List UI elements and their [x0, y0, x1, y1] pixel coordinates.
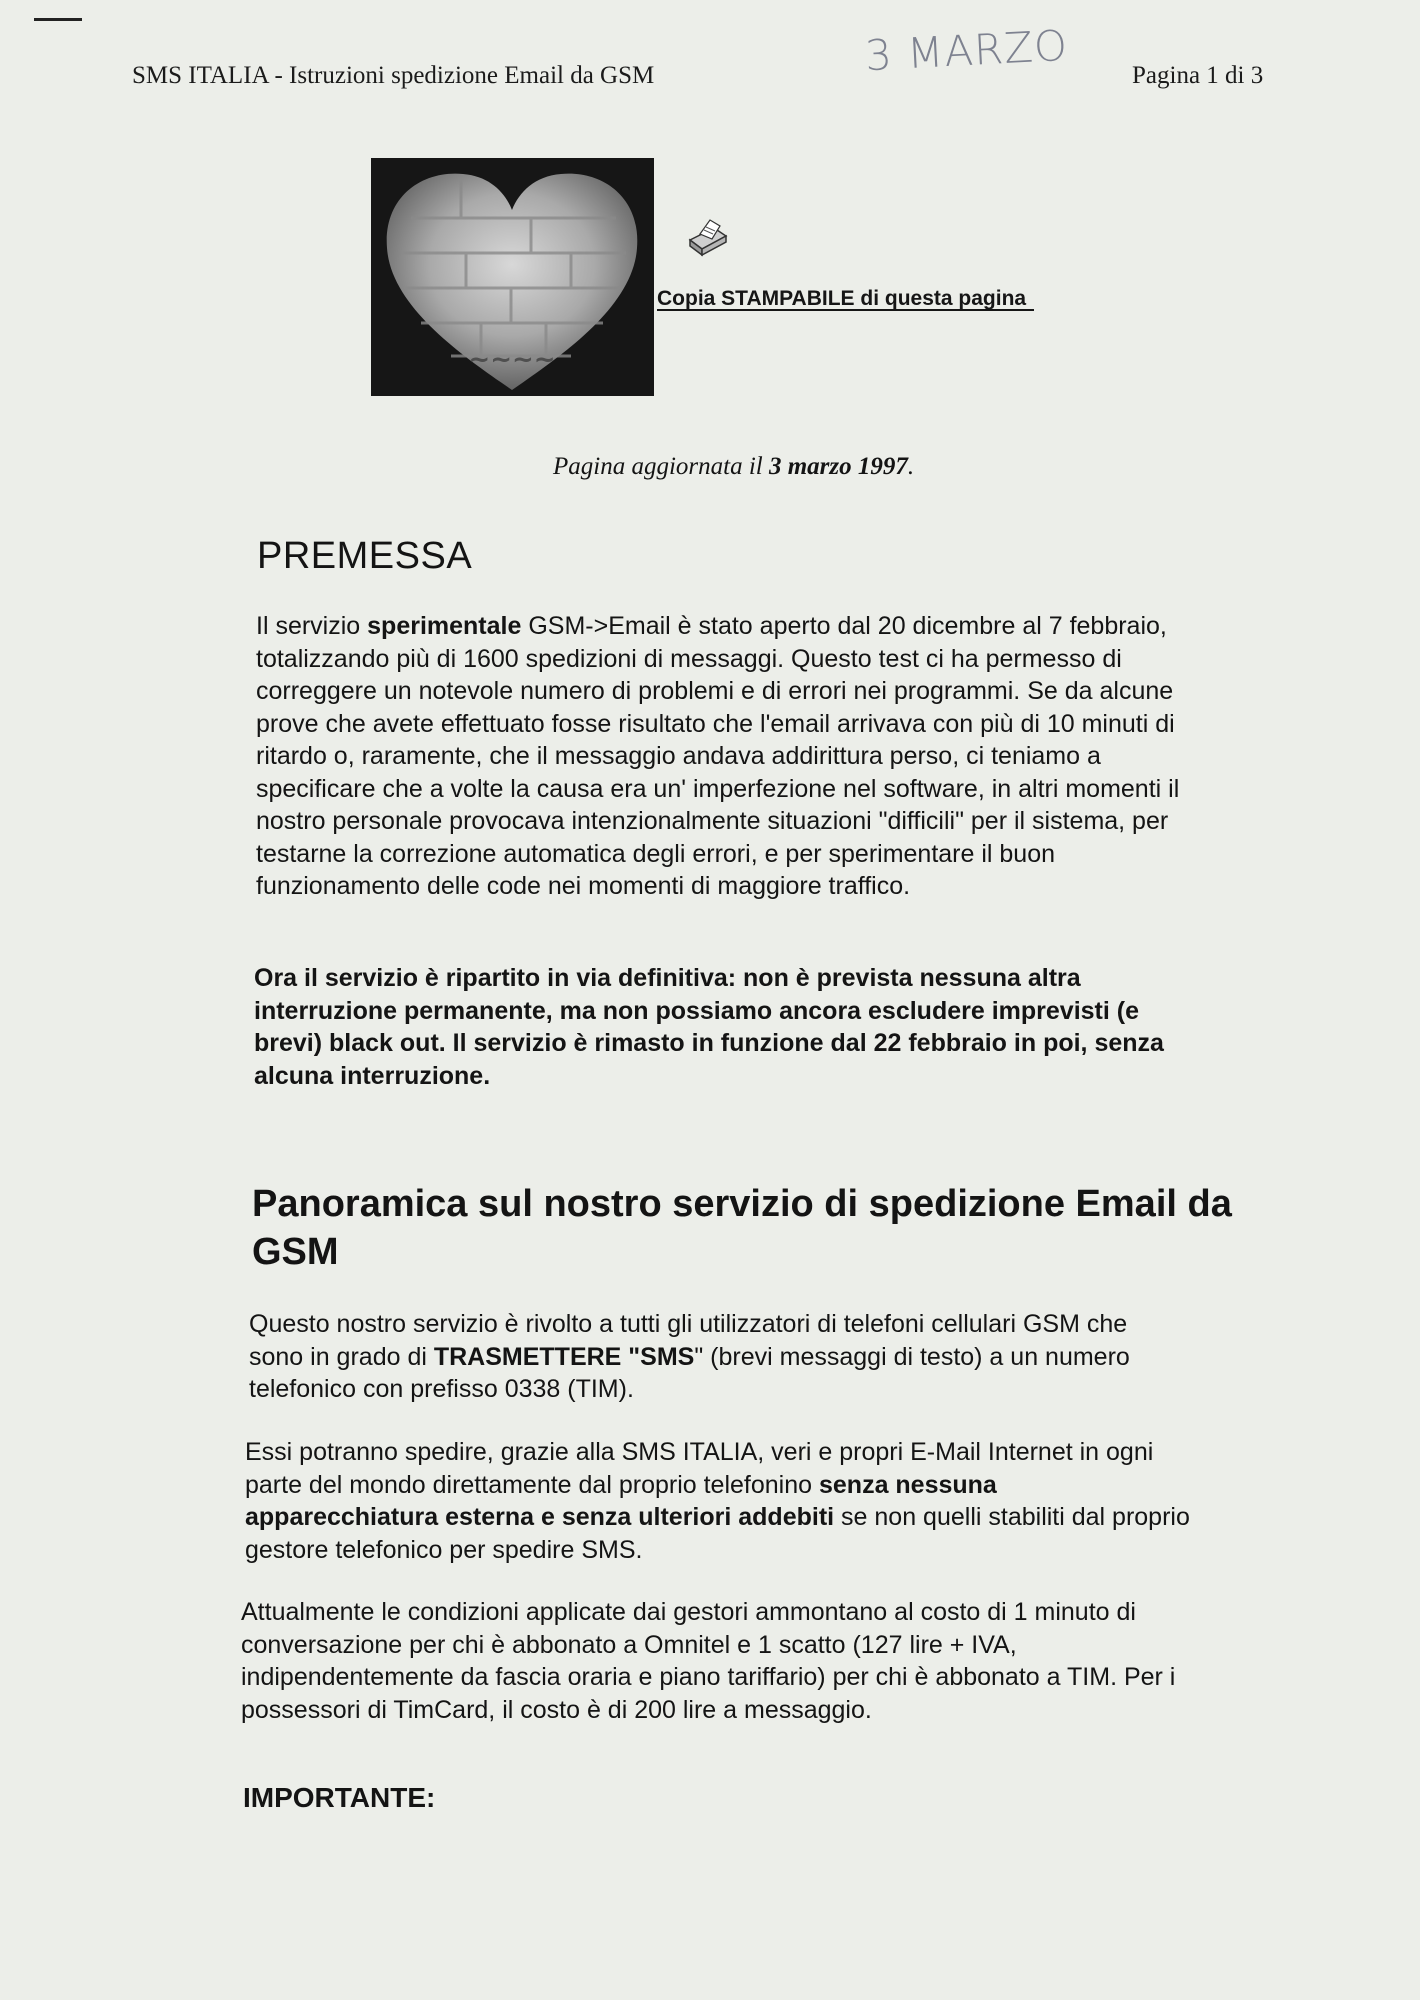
- service-status-paragraph: Ora il servizio è ripartito in via definitiva: non è prevista nessuna altra interruzione permanente, ma non possiamo ancora escludere imprevisti (e brevi) black out. Il servizio è rimasto in funzione dal 22 febbraio in poi, senza alcuna interruzione.: [254, 964, 1164, 1090]
- header-title: SMS ITALIA - Istruzioni spedizione Email da GSM: [132, 62, 655, 89]
- page-number: Pagina 1 di 3: [1132, 62, 1264, 89]
- section-title-premessa: PREMESSA: [257, 535, 473, 577]
- important-heading: IMPORTANTE:: [243, 1782, 436, 1813]
- printable-copy-link[interactable]: Copia STAMPABILE di questa pagina: [657, 287, 1034, 311]
- handwritten-note: 3 MARZO: [863, 20, 1070, 81]
- printer-icon[interactable]: [684, 218, 730, 258]
- last-updated: Pagina aggiornata il 3 marzo 1997.: [553, 453, 915, 480]
- service-target-paragraph: Questo nostro servizio è rivolto a tutti gli utilizzatori di telefoni cellulari GSM che sono in grado di TRASMETTERE "SMS" (brevi messaggi di testo) a un numero telefonico con prefisso 0338 (TIM).: [249, 1310, 1130, 1403]
- section-title-panoramica: Panoramica sul nostro servizio di spedizione Email da GSM: [252, 1183, 1232, 1273]
- heart-logo-image: [371, 158, 654, 396]
- premessa-paragraph: Il servizio sperimentale GSM->Email è stato aperto dal 20 dicembre al 7 febbraio, totalizzando più di 1600 spedizioni di messaggi. Questo test ci ha permesso di correggere un notevole numero di problemi e di errori nei programmi. Se da alcune prove che avete effettuato fosse risultato che l'email arrivava con più di 10 minuti di ritardo o, raramente, che il messaggio andava addirittura perso, ci teniamo a specificare che a volte la causa era un' imperfezione nel software, in altri momenti il nostro personale provocava intenzionalmente situazioni "difficili" per il sistema, per testarne la correzione automatica degli errori, e per sperimentare il buon funzionamento delle code nei momenti di maggiore traffico.: [256, 612, 1180, 900]
- pricing-paragraph: Attualmente le condizioni applicate dai gestori ammontano al costo di 1 minuto di conversazione per chi è abbonato a Omnitel e 1 scatto (127 lire + IVA, indipendentemente da fascia oraria e piano tariffario) per chi è abbonato a TIM. Per i possessori di TimCard, il costo è di 200 lire a messaggio.: [241, 1598, 1176, 1724]
- svg-text:~~~~: ~~~~: [468, 345, 556, 375]
- service-benefit-paragraph: Essi potranno spedire, grazie alla SMS ITALIA, veri e propri E-Mail Internet in ogni parte del mondo direttamente dal proprio telefonino senza nessuna apparecchiatura esterna e senza ulteriori addebiti se non quelli stabiliti dal proprio gestore telefonico per spedire SMS.: [245, 1438, 1190, 1564]
- page-edge-mark: [34, 18, 82, 21]
